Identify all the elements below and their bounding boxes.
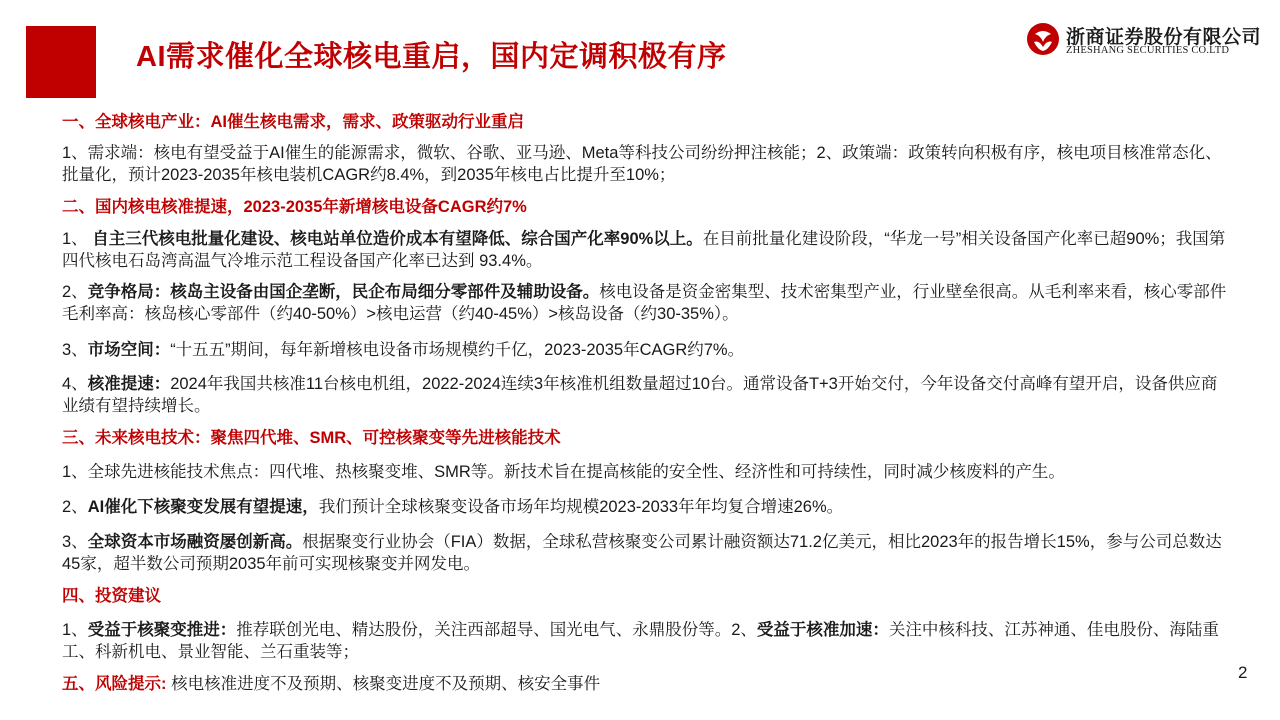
page-title: AI需求催化全球核电重启，国内定调积极有序 xyxy=(136,41,727,73)
paragraph xyxy=(62,281,1232,325)
paragraph xyxy=(62,142,1232,186)
paragraph-lead: 4、 xyxy=(62,375,88,393)
section-heading: 一、全球核电产业：AI催生核电需求，需求、政策驱动行业重启 xyxy=(62,113,524,131)
paragraph xyxy=(62,461,1232,483)
paragraph xyxy=(62,619,1232,663)
paragraph-bold: AI催化下核聚变发展有望提速， xyxy=(87,498,319,516)
paragraph-bold: 受益于核聚变推进： xyxy=(87,621,237,639)
paragraph-lead: 1、 xyxy=(62,230,93,248)
paragraph-lead: 3、 xyxy=(62,341,88,359)
paragraph-text: 新技术旨在提高核能的安全性、经济性和可持续性，同时减少核废料的产生。 xyxy=(503,463,1065,481)
paragraph-text: 关注中核科技、江苏神通、佳电股份、海陆重工、科新机电、景业智能、兰石重装等； xyxy=(62,621,1219,661)
logo-english-name: ZHESHANG SECURITIES CO.LTD xyxy=(1066,45,1230,56)
zheshang-logo-icon xyxy=(1026,22,1060,56)
paragraph-text: 我们预计全球核聚变设备市场年均规模2023-2033年年均复合增速26%。 xyxy=(318,498,844,516)
paragraph-text: 2024年我国共核准11台核电机组，2022-2024连续3年核准机组数量超过10台。通常设备T+3开始交付，今年设备交付高峰有望开启，设备供应商业绩有望持续增长。 xyxy=(62,375,1218,415)
paragraph xyxy=(62,339,1232,361)
paragraph-text: 根据聚变行业协会（FIA）数据，全球私营核聚变公司累计融资额达71.2亿美元，相比2023年的报告增长15%，参与公司总数达45家，超半数公司预期2035年前可实现核聚变并网发电。 xyxy=(62,533,1222,573)
paragraph-lead: 3、 xyxy=(62,533,88,551)
risk-warning xyxy=(62,673,1232,695)
risk-label: 五、风险提示: xyxy=(62,675,167,693)
risk-text: 核电核准进度不及预期、核聚变进度不及预期、核安全事件 xyxy=(166,675,601,693)
paragraph-lead: 2、 xyxy=(62,498,88,516)
paragraph-bold: 受益于核准加速： xyxy=(756,621,889,639)
paragraph-lead: 2、 xyxy=(62,283,88,301)
paragraph-text: 推荐联创光电、精达股份，关注西部超导、国光电气、永鼎股份等。 xyxy=(236,621,732,639)
paragraph xyxy=(62,373,1232,417)
paragraph-lead: 1、 xyxy=(62,621,88,639)
paragraph-lead: 1、全球先进核能技术焦点：四代堆、热核聚变堆、SMR等。 xyxy=(62,463,504,481)
section-heading: 三、未来核电技术：聚焦四代堆、SMR、可控核聚变等先进核能技术 xyxy=(62,429,561,447)
paragraph-text: 1、需求端：核电有望受益于AI催生的能源需求，微软、谷歌、亚马逊、Meta等科技公司纷纷押注核能；2、政策端：政策转向积极有序，核电项目核准常态化、批量化，预计2023-2035年核电装机CAGR约8.4%，到2035年核电占比提升至10%； xyxy=(62,144,1222,184)
company-logo xyxy=(1026,20,1262,60)
paragraph-text: 在目前批量化建设阶段，“华龙一号”相关设备国产化率已超90%；我国第四代核电石岛湾高温气冷堆示范工程设备国产化率已达到 93.4%。 xyxy=(62,230,1226,270)
paragraph-bold: 竞争格局：核岛主设备由国企垄断，民企布局细分零部件及辅助设备。 xyxy=(87,283,600,301)
report-content xyxy=(62,111,1232,695)
paragraph-lead: 2、 xyxy=(731,621,757,639)
paragraph-bold: 市场空间： xyxy=(87,341,171,359)
section-heading: 四、投资建议 xyxy=(62,587,161,605)
corner-accent-block xyxy=(26,26,96,98)
logo-chinese-name: 浙商证券股份有限公司 xyxy=(1066,27,1262,48)
paragraph-text: 核电设备是资金密集型、技术密集型产业，行业壁垒很高。从毛利率来看，核心零部件毛利率高：核岛核心零部件（约40-50%）>核电运营（约40-45%）>核岛设备（约30-35%）。 xyxy=(62,283,1227,323)
paragraph-bold: 自主三代核电批量化建设、核电站单位造价成本有望降低、综合国产化率90%以上。 xyxy=(92,230,703,248)
section-heading: 二、国内核电核准提速，2023-2035年新增核电设备CAGR约7% xyxy=(62,198,527,216)
paragraph-bold: 核准提速： xyxy=(87,375,171,393)
paragraph-text: “十五五”期间，每年新增核电设备市场规模约千亿，2023-2035年CAGR约7%。 xyxy=(170,341,745,359)
page-number: 2 xyxy=(1238,663,1248,682)
paragraph xyxy=(62,228,1232,272)
paragraph xyxy=(62,496,1232,518)
paragraph-bold: 全球资本市场融资屡创新高。 xyxy=(87,533,303,551)
paragraph xyxy=(62,531,1232,575)
